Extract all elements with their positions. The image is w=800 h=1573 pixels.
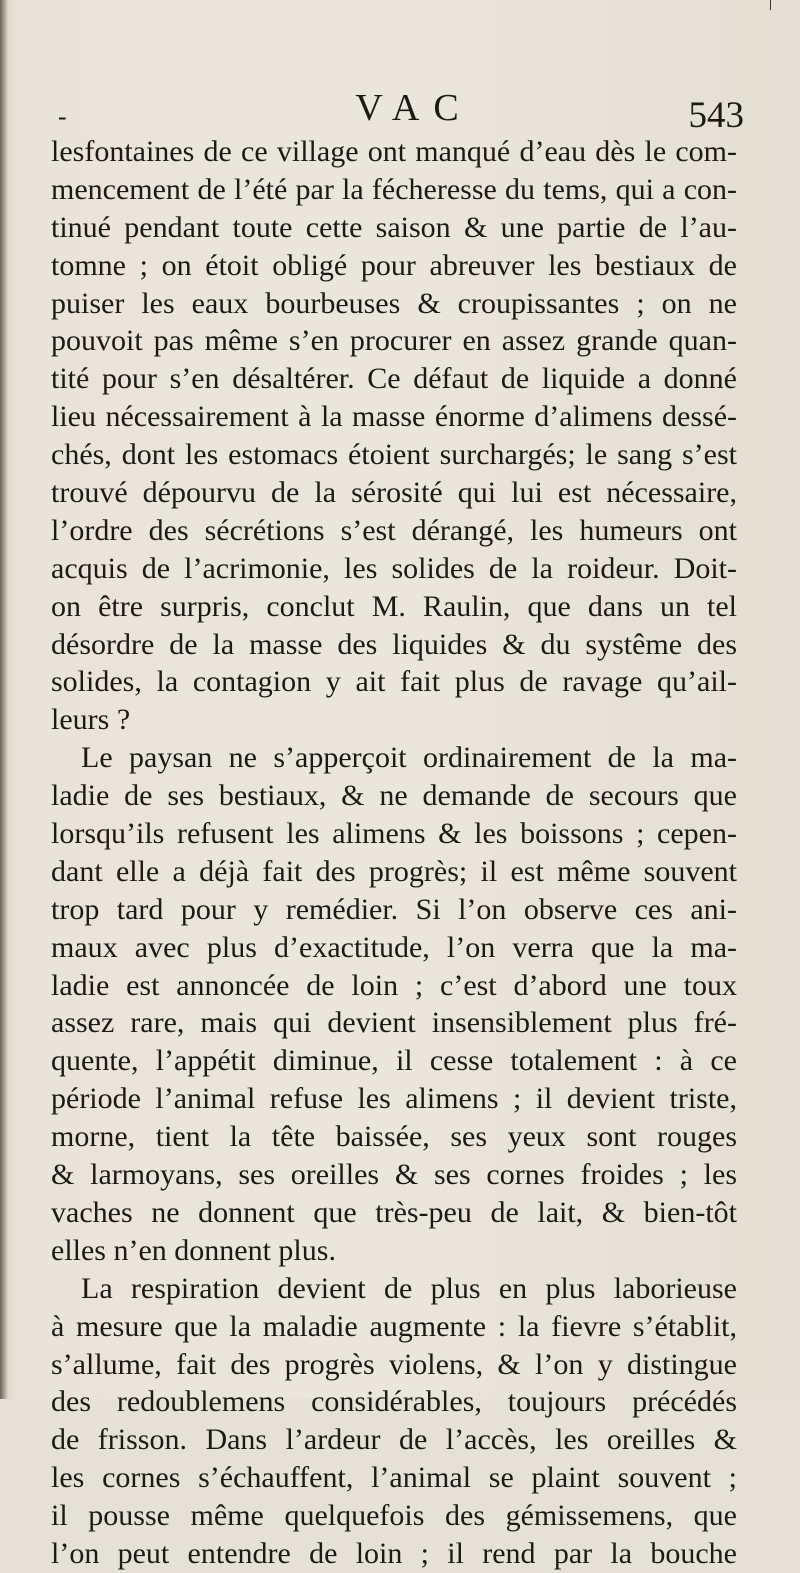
text-line: leurs ? (51, 703, 131, 737)
text-line: l’ordre des sécrétions s’est dérangé, les humeurs ont (51, 513, 737, 547)
text-line: pouvoit pas même s’en procurer en assez grande quan- (51, 324, 737, 358)
text-line: les cornes s’échauffent, l’animal se plaint souvent ; (51, 1461, 737, 1495)
text-line: assez rare, mais qui devient insensiblement plus fré- (51, 1006, 737, 1040)
header-mark: - (58, 102, 67, 131)
margin-mark (770, 0, 771, 10)
text-line: Le paysan ne s’apperçoit ordinairement de la ma- (81, 741, 737, 775)
text-line: désordre de la masse des liquides & du systême des (51, 627, 737, 661)
text-line: trop tard pour y remédier. Si l’on observe ces ani- (51, 892, 737, 926)
text-line: quente, l’appétit diminue, il cesse totalement : à ce (51, 1044, 737, 1078)
text-line: tité pour s’en désaltérer. Ce défaut de liquide a donné (51, 362, 737, 396)
page-number: 543 (688, 95, 744, 136)
text-line: l’on peut entendre de loin ; il rend par la bouche (51, 1536, 737, 1570)
text-line: s’allume, fait des progrès violens, & l’on y distingue (51, 1347, 737, 1381)
text-line: ladie de ses bestiaux, & ne demande de secours que (51, 779, 737, 813)
text-line: à mesure que la maladie augmente : la fievre s’établit, (51, 1309, 737, 1343)
text-line: morne, tient la tête baissée, ses yeux sont rouges (51, 1120, 737, 1154)
text-line: & larmoyans, ses oreilles & ses cornes froides ; les (51, 1158, 737, 1192)
text-line: dant elle a déjà fait des progrès; il est même souvent (51, 854, 737, 888)
text-line: de frisson. Dans l’ardeur de l’accès, les oreilles & (51, 1423, 737, 1457)
text-line: lieu nécessairement à la masse énorme d’alimens dessé- (51, 400, 737, 434)
text-line: elles n’en donnent plus. (51, 1233, 336, 1267)
running-header (50, 86, 750, 136)
text-line: La respiration devient de plus en plus laborieuse (81, 1271, 737, 1305)
text-line: trouvé dépourvu de la sérosité qui lui est nécessaire, (51, 476, 737, 510)
text-line: lorsqu’ils refusent les alimens & les boissons ; cepen- (51, 817, 737, 851)
text-line: solides, la contagion y ait fait plus de ravage qu’ail- (51, 665, 737, 699)
text-line: tomne ; on étoit obligé pour abreuver les bestiaux de (51, 248, 737, 282)
text-line: période l’animal refuse les alimens ; il devient triste, (51, 1082, 737, 1116)
text-line: mencement de l’été par la fécheresse du tems, qui a con- (51, 172, 737, 206)
text-line: maux avec plus d’exactitude, l’on verra que la ma- (51, 930, 737, 964)
text-line: des redoublemens considérables, toujours précédés (51, 1385, 737, 1419)
text-line: puiser les eaux bourbeuses & croupissantes ; on ne (51, 286, 737, 320)
text-line: vaches ne donnent que très-peu de lait, & bien-tôt (51, 1195, 737, 1229)
text-line: lesfontaines de ce village ont manqué d’eau dès le com- (51, 135, 737, 168)
text-line: on être surpris, conclut M. Raulin, que dans un tel (51, 589, 737, 623)
text-line: chés, dont les estomacs étoient surchargés; le sang s’est (51, 438, 737, 472)
body-text (51, 133, 737, 1573)
text-line: il pousse même quelquefois des gémissemens, que (51, 1499, 737, 1533)
page-edge-shadow (0, 0, 8, 1399)
text-line: ladie est annoncée de loin ; c’est d’abord une toux (51, 968, 737, 1002)
text-line: acquis de l’acrimonie, les solides de la roideur. Doit- (51, 551, 737, 585)
running-head-title: VAC (355, 87, 473, 129)
text-line: tinué pendant toute cette saison & une partie de l’au- (51, 210, 737, 244)
